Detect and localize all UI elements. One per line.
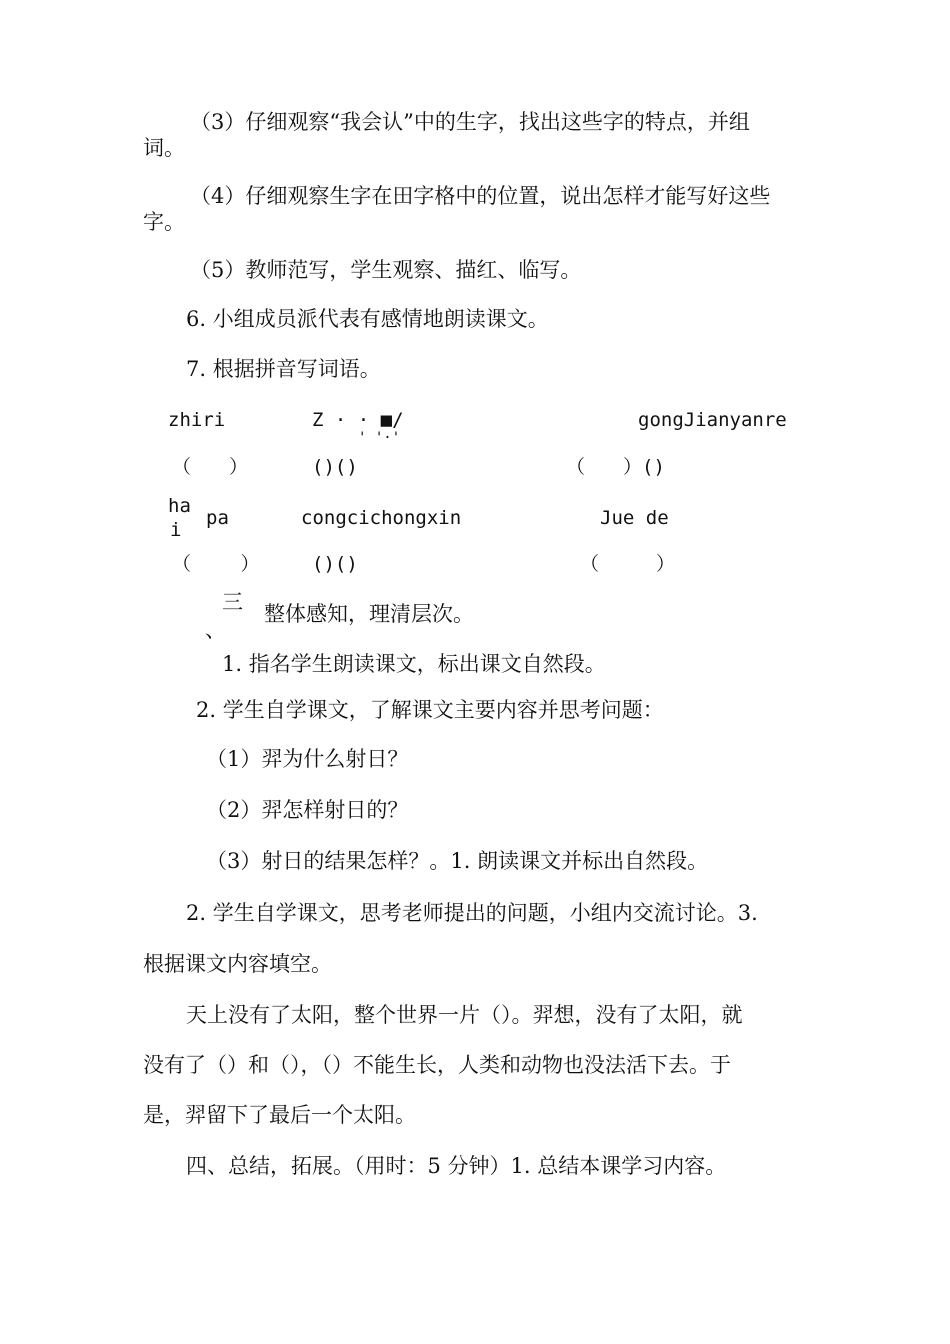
- item-6: 6. 小组成员派代表有感情地朗读课文。: [186, 307, 549, 331]
- pinyin-pa: pa: [206, 507, 229, 529]
- answer-blank-2: ()(): [312, 456, 358, 478]
- answer-blank-3: （ ）(): [566, 456, 665, 478]
- discussion-line-2: 根据课文内容填空。: [143, 952, 332, 976]
- pinyin-zhiri: zhiri: [168, 409, 226, 431]
- discussion-line-1: 2. 学生自学课文，思考老师提出的问题，小组内交流讨论。3.: [186, 901, 758, 925]
- step-3-line-1: （3）仔细观察“我会认”中的生字，找出这些字的特点，并组: [190, 110, 750, 134]
- answer-blank-6: （ ）: [580, 553, 676, 575]
- section-4-line: 四、总结，拓展。（用时：5 分钟）1. 总结本课学习内容。: [186, 1154, 727, 1178]
- pinyin-gongjianyanre: gongJianyanre: [638, 409, 787, 431]
- question-3: （3）射日的结果怎样？。1. 朗读课文并标出自然段。: [206, 849, 709, 873]
- item-7: 7. 根据拼音写词语。: [186, 357, 381, 381]
- fill-in-line-1: 天上没有了太阳，整个世界一片（）。羿想，没有了太阳，就: [186, 1003, 743, 1027]
- pinyin-juede: Jue de: [600, 507, 669, 529]
- step-4-line-1: （4）仔细观察生字在田字格中的位置，说出怎样才能写好这些: [190, 184, 771, 208]
- fill-in-line-3: 是，羿留下了最后一个太阳。: [143, 1103, 416, 1127]
- step-5: （5）教师范写，学生观察、描红、临写。: [190, 258, 582, 282]
- answer-blank-1: （ ）: [172, 456, 249, 478]
- section-3-heading: 整体感知，理清层次。: [264, 602, 474, 626]
- pinyin-hai-part1: ha: [168, 495, 191, 517]
- question-2: （2）羿怎样射日的？: [206, 798, 409, 822]
- step-3-line-2: 词。: [143, 136, 185, 160]
- section-3-item-1: 1. 指名学生朗读课文，标出课文自然段。: [222, 652, 606, 676]
- section-3-mark: 、: [205, 618, 226, 642]
- pinyin-garbled: Z · · ■/: [312, 409, 404, 431]
- question-1: （1）羿为什么射日？: [206, 747, 409, 771]
- section-3-number: 三: [222, 590, 243, 614]
- pinyin-congcichongxin: congcichongxin: [301, 507, 462, 529]
- answer-blank-5: ()(): [312, 553, 358, 575]
- section-3-item-2: 2. 学生自学课文，了解课文主要内容并思考问题：: [196, 698, 664, 722]
- pinyin-hai-part2: i: [170, 519, 182, 541]
- answer-blank-4: （ ）: [172, 553, 260, 575]
- pinyin-garbled-fragment: ' '·': [358, 430, 401, 446]
- fill-in-line-2: 没有了（）和（），（）不能生长，人类和动物也没法活下去。于: [143, 1053, 731, 1077]
- step-4-line-2: 字。: [143, 210, 185, 234]
